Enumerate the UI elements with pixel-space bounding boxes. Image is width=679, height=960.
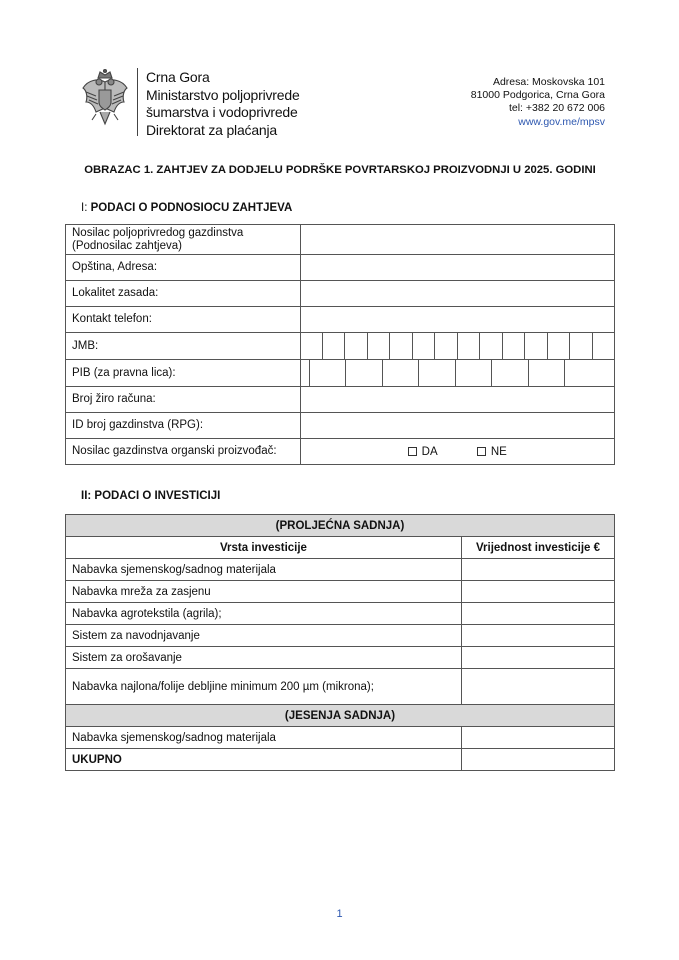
table-row [66, 625, 615, 647]
investment-value-field[interactable] [462, 603, 615, 625]
organic-yes-option[interactable] [408, 446, 438, 458]
row-label: JMB: [66, 333, 301, 360]
organic-producer-options [300, 439, 615, 465]
digit-box[interactable] [547, 333, 570, 359]
table-row [66, 727, 615, 749]
investment-label: Nabavka sjemenskog/sadnog materijala [66, 727, 462, 749]
address-line: Adresa: Moskovska 101 [492, 76, 605, 88]
checkbox-icon[interactable] [408, 447, 417, 456]
investment-value-field[interactable] [462, 559, 615, 581]
contact-address [471, 76, 605, 129]
ministry-line: Direktorat za plaćanja [146, 121, 277, 138]
investment-label: Nabavka agrotekstila (agrila); [66, 603, 462, 625]
digit-box[interactable] [418, 360, 455, 386]
row-label: ID broj gazdinstva (RPG): [66, 413, 301, 439]
investment-value-field[interactable] [462, 625, 615, 647]
investment-label: Nabavka mreža za zasjenu [66, 581, 462, 603]
table-row [66, 603, 615, 625]
investment-label: Nabavka najlona/folije debljine minimum 200 µm (mikrona); [66, 669, 462, 705]
coat-of-arms-icon [80, 68, 130, 130]
option-label: DA [421, 445, 438, 458]
rpg-id-field[interactable] [300, 413, 615, 439]
municipality-address-field[interactable] [300, 255, 615, 281]
spring-planting-header: (PROLJEĆNA SADNJA) [66, 515, 615, 537]
digit-box[interactable] [564, 360, 601, 386]
table-row [66, 515, 615, 537]
section-2-heading: II: PODACI O INVESTICIJI [81, 490, 221, 502]
total-value-field[interactable] [462, 749, 615, 771]
ministry-name [146, 69, 300, 139]
digit-box[interactable] [434, 333, 457, 359]
digit-box[interactable] [592, 333, 615, 359]
table-row [66, 360, 615, 387]
digit-box[interactable] [569, 333, 592, 359]
table-row [66, 537, 615, 559]
digit-box[interactable] [491, 360, 528, 386]
table-row [66, 307, 615, 333]
organic-no-option[interactable] [477, 446, 507, 458]
contact-phone-field[interactable] [300, 307, 615, 333]
table-row [66, 413, 615, 439]
row-label: Nosilac poljoprivredog gazdinstva (Podnosilac zahtjeva) [66, 225, 301, 255]
digit-box[interactable] [457, 333, 480, 359]
table-row [66, 647, 615, 669]
phone-line: tel: +382 20 672 006 [508, 102, 605, 115]
row-label: Lokalitet zasada: [66, 281, 301, 307]
checkbox-icon[interactable] [477, 447, 486, 456]
table-row [66, 669, 615, 705]
table-row [66, 439, 615, 465]
row-label: Opština, Adresa: [66, 255, 301, 281]
applicant-name-field[interactable] [300, 225, 615, 255]
digit-box[interactable] [322, 333, 345, 359]
table-row [66, 255, 615, 281]
investment-label: Sistem za navodnjavanje [66, 625, 462, 647]
digit-box[interactable] [528, 360, 565, 386]
table-row [66, 225, 615, 255]
table-row [66, 387, 615, 413]
digit-box[interactable] [382, 360, 419, 386]
ministry-line: Crna Gora [146, 69, 210, 85]
investment-value-field[interactable] [462, 669, 615, 705]
row-label: Kontakt telefon: [66, 307, 301, 333]
row-label: Nosilac gazdinstva organski proizvođač: [66, 439, 301, 465]
address-line: 81000 Podgorica, Crna Gora [470, 89, 605, 102]
header-divider [137, 68, 138, 136]
digit-box[interactable] [344, 333, 367, 359]
section-1-heading [81, 202, 292, 214]
investment-value-field[interactable] [462, 581, 615, 603]
page-number: 1 [336, 908, 343, 920]
bank-account-field[interactable] [300, 387, 615, 413]
column-header-type: Vrsta investicije [66, 537, 462, 559]
investment-label: Sistem za orošavanje [66, 647, 462, 669]
form-title: OBRAZAC 1. ZAHTJEV ZA DODJELU PODRŠKE POVRTARSKOJ PROIZVODNJI U 2025. GODINI [84, 164, 596, 176]
website-link[interactable]: www.gov.me/mpsv [518, 115, 605, 128]
applicant-table [65, 224, 615, 465]
table-row [66, 333, 615, 360]
investment-label: Nabavka sjemenskog/sadnog materijala [66, 559, 462, 581]
row-label: Broj žiro računa: [66, 387, 301, 413]
section-number: I: [81, 202, 88, 214]
ministry-line: šumarstva i vodoprivrede [146, 104, 298, 120]
digit-box[interactable] [389, 333, 412, 359]
investment-value-field[interactable] [462, 727, 615, 749]
digit-box[interactable] [367, 333, 390, 359]
column-header-value: Vrijednost investicije € [462, 537, 615, 559]
table-row [66, 749, 615, 771]
digit-box[interactable] [455, 360, 492, 386]
table-row [66, 559, 615, 581]
investment-value-field[interactable] [462, 647, 615, 669]
ministry-line: Ministarstvo poljoprivrede [146, 86, 300, 103]
table-row [66, 281, 615, 307]
table-row [66, 581, 615, 603]
plantation-location-field[interactable] [300, 281, 615, 307]
digit-box[interactable] [524, 333, 547, 359]
total-label: UKUPNO [66, 749, 462, 771]
digit-box[interactable] [345, 360, 382, 386]
section-title: PODACI O PODNOSIOCU ZAHTJEVA [90, 202, 293, 214]
row-label: PIB (za pravna lica): [66, 360, 301, 387]
digit-box[interactable] [502, 333, 525, 359]
table-row [66, 705, 615, 727]
pib-field[interactable] [300, 360, 615, 387]
digit-box[interactable] [412, 333, 435, 359]
digit-box[interactable] [479, 333, 502, 359]
autumn-planting-header: (JESENJA SADNJA) [66, 705, 615, 727]
option-label: NE [490, 445, 507, 458]
investment-table [65, 514, 615, 771]
digit-box[interactable] [309, 360, 346, 386]
jmb-field[interactable] [300, 333, 615, 360]
